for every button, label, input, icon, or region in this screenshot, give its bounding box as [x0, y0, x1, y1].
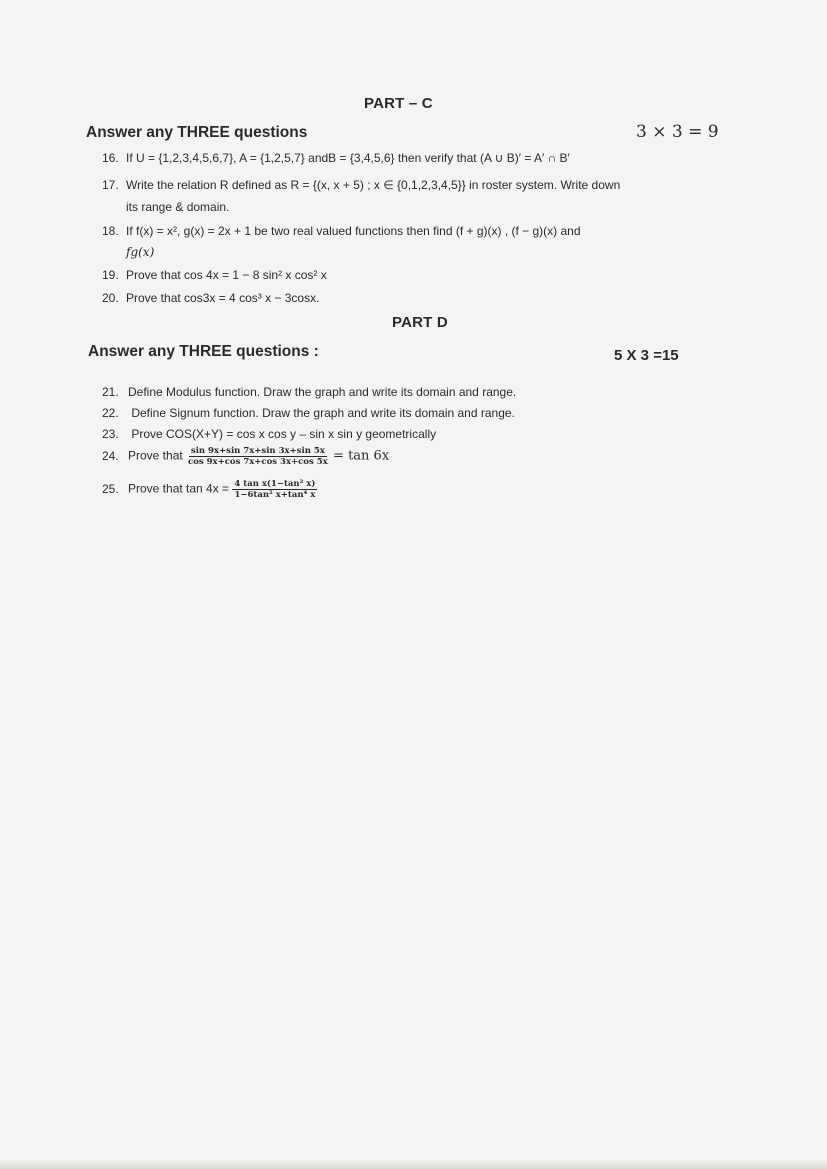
scan-bottom-edge — [0, 1159, 827, 1169]
question-number: 25. — [102, 481, 119, 496]
question-text: Prove that cos3x = 4 cos³ x − 3cosx. — [126, 291, 320, 305]
part-d-instruction: Answer any THREE questions : — [88, 343, 319, 360]
question-text: If f(x) = x², g(x) = 2x + 1 be two real valued functions then find (f + g)(x) , (f − g)(x) and — [126, 224, 581, 238]
question-19 — [102, 267, 327, 283]
question-text: Prove COS(X+Y) = cos x cos y – sin x sin y geometrically — [128, 427, 437, 441]
question-text: Define Modulus function. Draw the graph and write its domain and range. — [128, 385, 517, 399]
fraction-numerator: 4 tan x(1−tan² x) — [234, 479, 316, 489]
question-18 — [102, 223, 581, 239]
question-number: 20. — [102, 291, 119, 305]
question-20 — [102, 290, 319, 306]
question-24 — [102, 446, 389, 467]
question-text: Write the relation R defined as R = {(x, x + 5) ; x ∈ {0,1,2,3,4,5}} in roster system. Write down — [126, 178, 621, 192]
fraction-denominator: cos 9x+cos 7x+cos 3x+cos 5x — [188, 457, 328, 467]
question-17-continuation: its range & domain. — [126, 200, 230, 214]
question-number: 17. — [102, 178, 119, 192]
question-21 — [102, 384, 516, 400]
question-number: 21. — [102, 385, 119, 399]
fraction-denominator: 1−6tan² x+tan⁴ x — [234, 490, 316, 500]
question-25 — [102, 479, 317, 500]
question-22 — [102, 405, 515, 421]
question-text: Prove that tan 4x = — [128, 481, 230, 496]
question-number: 16. — [102, 151, 119, 165]
question-number: 19. — [102, 268, 119, 282]
question-number: 24. — [102, 448, 119, 463]
right-hand-side: = tan 6x — [333, 448, 390, 464]
question-text: Define Signum function. Draw the graph and write its domain and range. — [128, 406, 515, 420]
question-number: 18. — [102, 224, 119, 238]
part-d-title: PART D — [392, 314, 448, 331]
part-d-marks: 5 X 3 =15 — [614, 347, 679, 364]
question-text: Prove that — [128, 448, 183, 463]
fraction-numerator: sin 9x+sin 7x+sin 3x+sin 5x — [190, 446, 325, 456]
question-23 — [102, 426, 436, 442]
question-number: 23. — [102, 427, 119, 441]
part-c-instruction: Answer any THREE questions — [86, 124, 308, 141]
question-number: 22. — [102, 406, 119, 420]
part-c-title: PART – C — [364, 95, 433, 112]
question-16 — [102, 150, 570, 166]
part-c-marks: 3 × 3 = 9 — [636, 122, 719, 142]
fraction — [232, 479, 317, 500]
question-17 — [102, 177, 620, 193]
question-18-continuation: fg(x) — [126, 245, 155, 259]
question-text: Prove that cos 4x = 1 − 8 sin² x cos² x — [126, 268, 327, 282]
question-text: If U = {1,2,3,4,5,6,7}, A = {1,2,5,7} andB = {3,4,5,6} then verify that (A ∪ B)′ = A′ ∩ B′ — [126, 151, 570, 165]
fraction — [186, 446, 330, 467]
